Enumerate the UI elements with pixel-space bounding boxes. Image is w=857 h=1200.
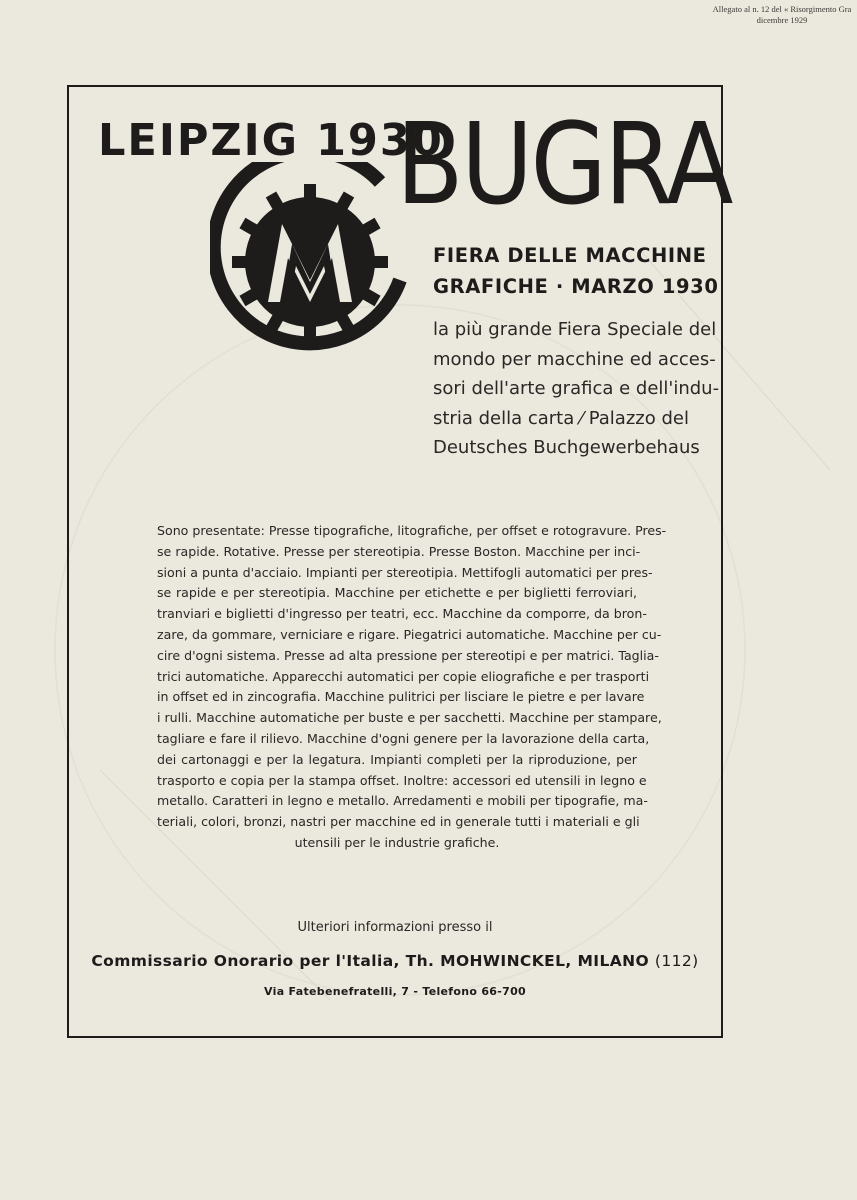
fair-description-line: la più grande Fiera Speciale del [433, 319, 717, 340]
body-line: trasporto e copia per la stampa offset. Inoltre: accessori ed utensili in legno e [157, 772, 647, 788]
corner-annotation-line2: dicembre 1929 [756, 15, 808, 25]
commissario-name: Commissario Onorario per l'Italia, Th. MOHWINCKEL, MILANO [91, 952, 650, 970]
body-line: tranviari e biglietti d'ingresso per teatri, ecc. Macchine da comporre, da bron- [157, 606, 647, 622]
body-line: metallo. Caratteri in legno e metallo. Arredamenti e mobili per tipografie, ma- [157, 793, 648, 809]
body-line: zare, da gommare, verniciare e rigare. Piegatrici automatiche. Macchine per cu- [157, 626, 662, 642]
fair-description-line: stria della carta ⁄ Palazzo del [433, 407, 689, 429]
body-line: se rapide. Rotative. Presse per stereotipia. Presse Boston. Macchine per inci- [157, 543, 641, 559]
fair-title [433, 240, 719, 302]
body-line: cire d'ogni sistema. Presse ad alta pressione per stereotipi e per matrici. Taglia- [157, 647, 659, 663]
corner-annotation-line1: Allegato al n. 12 del « Risorgimento Gra [712, 4, 852, 14]
bugra-title: BUGRA [396, 100, 731, 230]
body-line: se rapide e per stereotipia. Macchine per etichette e per biglietti ferroviari, [157, 585, 637, 601]
fair-description-line: sori dell'arte grafica e dell'indu- [433, 378, 720, 399]
address-line: Via Fatebenefratelli, 7 - Telefono 66-700 [264, 985, 526, 998]
body-line: tagliare e fare il rilievo. Macchine d'ogni genere per la lavorazione della carta, [157, 730, 650, 746]
fair-description-line: Deutsches Buchgewerbehaus [433, 437, 700, 458]
reference-code: (112) [654, 952, 699, 970]
commissario-line [67, 952, 723, 970]
gear-mm-logo-icon [210, 162, 410, 362]
body-line: sioni a punta d'acciaio. Impianti per stereotipia. Mettifogli automatici per pres- [157, 564, 653, 580]
body-line: Sono presentate: Presse tipografiche, litografiche, per offset e rotogravure. Pres- [157, 523, 667, 538]
body-line: teriali, colori, bronzi, nastri per macchine ed in generale tutti i materiali e gli [157, 814, 640, 830]
body-line: trici automatiche. Apparecchi automatici per copie eliografiche e per trasporti [157, 668, 650, 684]
body-line: in offset ed in zincografia. Macchine pulitrici per lisciare le pietre e per lavare [157, 689, 645, 705]
body-line: dei cartonaggi e per la legatura. Impianti completi per la riproduzione, per [157, 751, 637, 767]
corner-annotation [707, 4, 857, 26]
fair-description-line: mondo per macchine ed acces- [433, 348, 716, 370]
fair-title-line1: FIERA DELLE MACCHINE [433, 244, 707, 267]
fair-description [433, 315, 720, 463]
body-line: i rulli. Macchine automatiche per buste e per sacchetti. Macchine per stampare, [157, 710, 662, 726]
leipzig-heading: LEIPZIG 1930 [98, 115, 444, 166]
exhibits-paragraph [157, 521, 667, 854]
info-line: Ulteriori informazioni presso il [297, 920, 493, 935]
fair-title-line2: GRAFICHE · MARZO 1930 [433, 275, 719, 298]
body-line: utensili per le industrie grafiche. [294, 834, 500, 850]
